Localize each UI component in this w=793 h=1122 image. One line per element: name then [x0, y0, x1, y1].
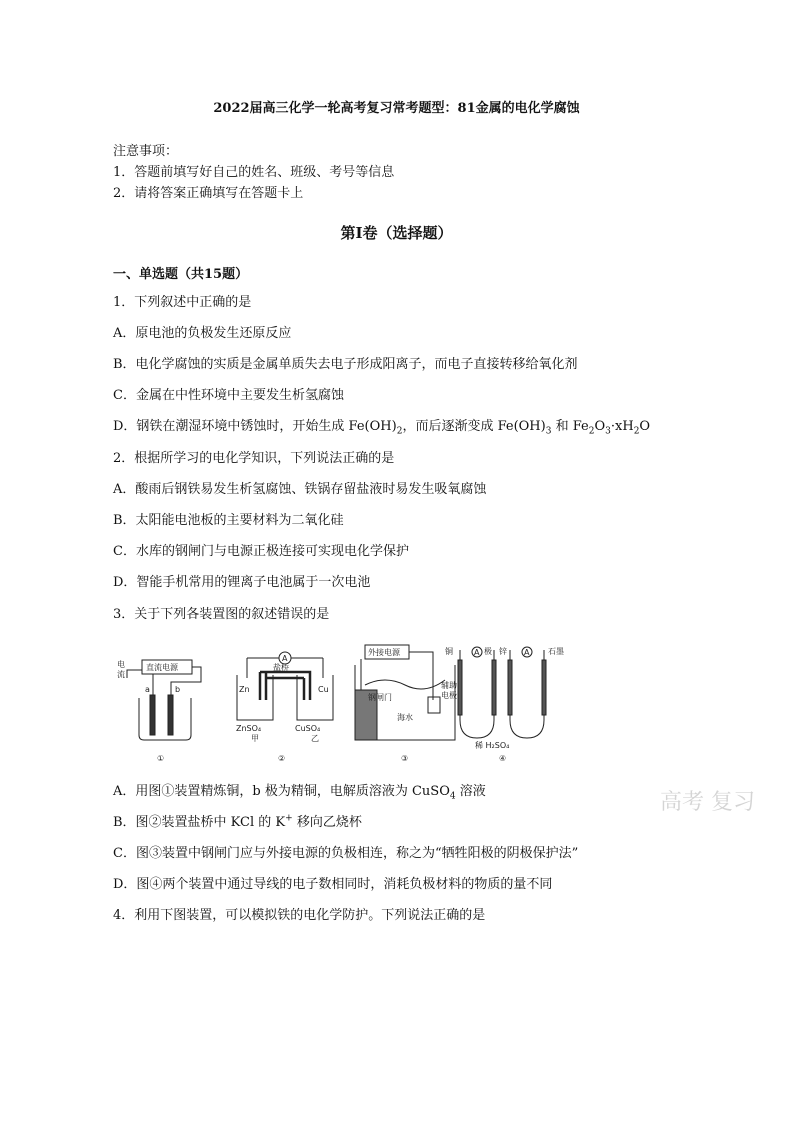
fig3-aux-label-2: 电极 [441, 691, 457, 700]
q3-stem: 3．关于下列各装置图的叙述错误的是 [113, 607, 330, 622]
fig2-bridge-label: 盐桥 [273, 663, 289, 672]
fig3-number: ③ [401, 754, 409, 763]
fig4-zn-label: 锌 [499, 647, 507, 656]
fig1-label-b: b [175, 685, 181, 694]
apparatus-diagrams [115, 640, 675, 765]
q3-option-a: A．用图①装置精炼铜，b 极为精铜，电解质溶液为 CuSO$_4$ 溶液 [113, 784, 486, 802]
fig4-cu-label: 铜 [445, 647, 453, 656]
q2-option-c: C．水库的钢闸门与电源正极连接可实现电化学保护 [113, 544, 409, 559]
fig2-cuso4-label: CuSO₄ [295, 724, 321, 733]
fig3-gate-label: 钢闸门 [368, 693, 392, 702]
figure-2-galvanic-cell [236, 652, 333, 763]
section-title: 第I卷（选择题） [340, 224, 453, 242]
fig3-power-label: 外接电源 [368, 648, 400, 657]
q3-option-d: D．图④两个装置中通过导线的电子数相同时，消耗负极材料的物质的量不同 [113, 877, 553, 892]
fig4-graphite-label: 石墨 [548, 647, 564, 656]
q2-option-b: B．太阳能电池板的主要材料为二氧化硅 [113, 513, 344, 528]
page-title: 2022届高三化学一轮高考复习常考题型：81金属的电化学腐蚀 [213, 101, 580, 116]
fig4-meter-label-left: A [474, 648, 480, 657]
fig4-ji-label: 极 [484, 647, 492, 656]
fig2-cu-label: Cu [318, 685, 329, 694]
fig1-current-label-a: 电 [117, 660, 125, 669]
fig1-label-a: a [145, 685, 150, 694]
part-title: 一、单选题（共15题） [113, 267, 249, 282]
q4-stem: 4．利用下图装置，可以模拟铁的电化学防护。下列说法正确的是 [113, 908, 486, 923]
fig2-jia-label: 甲 [251, 734, 259, 743]
q2-stem: 2．根据所学习的电化学知识，下列说法正确的是 [113, 451, 395, 466]
notice-item-1: 1．答题前填写好自己的姓名、班级、考号等信息 [113, 165, 395, 180]
q1-option-a: A．原电池的负极发生还原反应 [113, 326, 292, 341]
q2-option-d: D．智能手机常用的锂离子电池属于一次电池 [113, 575, 371, 590]
fig2-znso4-label: ZnSO₄ [236, 724, 262, 733]
figure-4-u-tubes [445, 646, 564, 763]
notice-item-2: 2．请将答案正确填写在答题卡上 [113, 186, 304, 201]
fig3-aux-label-1: 辅助 [441, 681, 457, 690]
fig2-zn-label: Zn [239, 685, 250, 694]
figure-3-cathodic-protection [355, 645, 457, 763]
q3-option-c: C．图③装置中钢闸门应与外接电源的负极相连，称之为“牺牲阳极的阴极保护法” [113, 846, 579, 861]
fig1-current-label-b: 流 [117, 670, 125, 679]
fig2-number: ② [278, 754, 286, 763]
q2-option-a: A．酸雨后钢铁易发生析氢腐蚀、铁锅存留盐液时易发生吸氧腐蚀 [113, 482, 487, 497]
q1-option-b: B．电化学腐蚀的实质是金属单质失去电子形成阳离子，而电子直接转移给氧化剂 [113, 357, 578, 372]
fig2-yi-label: 乙 [311, 734, 319, 743]
figure-1-electrolysis [117, 659, 201, 763]
q1-option-d: D．钢铁在潮湿环境中锈蚀时，开始生成 $Fe(OH)_2$，而后逐渐变成 $Fe(OH)_3$ 和 $Fe_2O_3\cdot xH_2O$ [113, 419, 651, 437]
fig4-number: ④ [499, 754, 507, 763]
fig1-power-label: 直流电源 [146, 663, 178, 672]
q1-option-c: C．金属在中性环境中主要发生析氢腐蚀 [113, 388, 344, 403]
apparatus-figure [115, 640, 675, 765]
fig3-aux-electrode [428, 697, 440, 713]
watermark: 高考 复习 [660, 790, 755, 815]
notice-heading: 注意事项： [113, 144, 179, 159]
fig4-acid-label: 稀 H₂SO₄ [475, 741, 510, 750]
fig2-meter-label: A [282, 654, 288, 663]
fig1-number: ① [157, 754, 165, 763]
fig4-meter-label-right: A [524, 648, 530, 657]
q3-option-b: B．图②装置盐桥中 KCl 的 K+ 移向乙烧杯 [113, 813, 362, 830]
q1-stem: 1．下列叙述中正确的是 [113, 295, 252, 310]
fig3-sea-label: 海水 [397, 713, 413, 722]
